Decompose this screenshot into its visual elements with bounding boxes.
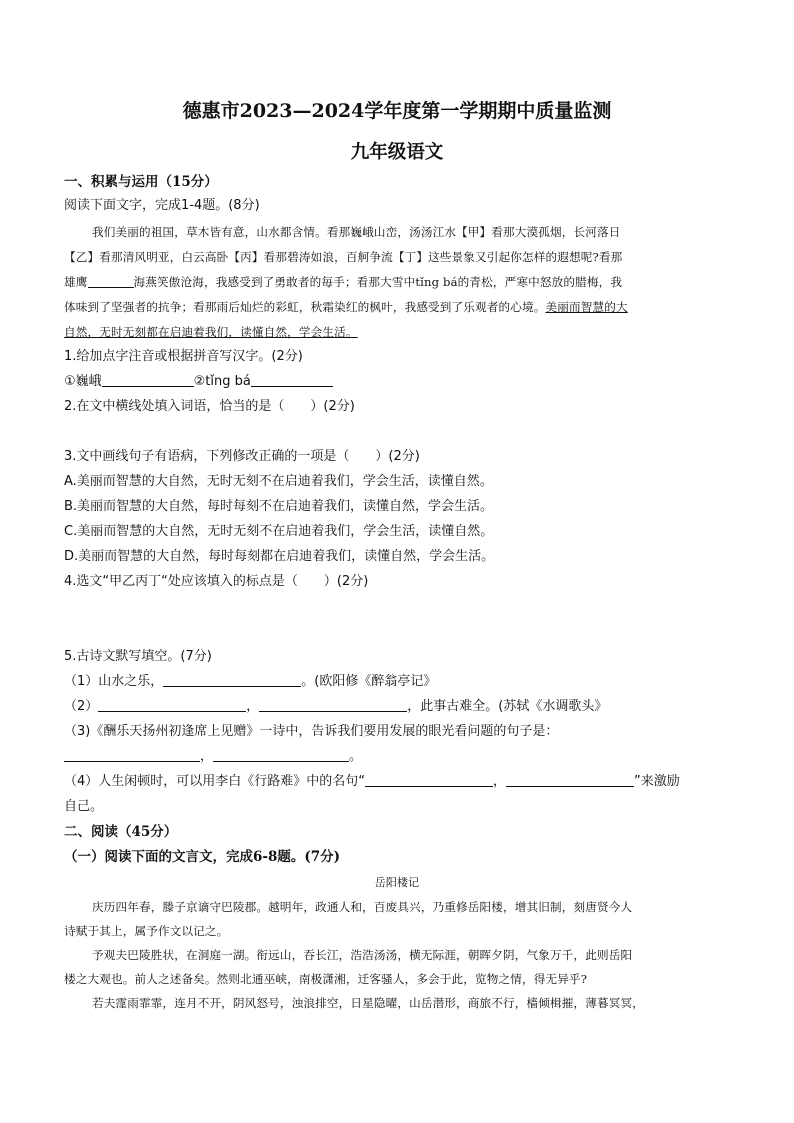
question-1: 1.给加点字注音或根据拼音写汉字。(2分) bbox=[64, 349, 303, 364]
exam-subtitle: 九年级语文 bbox=[350, 142, 444, 163]
q5-item-2 bbox=[64, 698, 734, 716]
question-5: 5.古诗文默写填空。(7分) bbox=[64, 649, 212, 664]
passage-line-4 bbox=[64, 298, 734, 316]
q5-item-3-blanks bbox=[64, 748, 734, 766]
question-2: 2.在文中横线处填入词语，恰当的是（ ）(2分) bbox=[64, 399, 355, 414]
essay-line-2: 诗赋于其上，属予作文以记之。 bbox=[64, 924, 229, 938]
q5-2-blank-b[interactable] bbox=[259, 698, 407, 712]
passage-line-2: 【乙】看那清风明亚，白云高卧【丙】看那碧涛如浪，百舸争流【丁】这些景象又引起你怎样的遐想呢?看那 bbox=[64, 250, 623, 264]
essay-line-1: 庆历四年春，滕子京谪守巴陵郡。越明年，政通人和，百废具兴，乃重修岳阳楼，增其旧制，刻唐贤今人 bbox=[92, 900, 633, 914]
reading-intro: 阅读下面文字，完成1-4题。(8分) bbox=[64, 198, 260, 213]
passage-line-3-rest: 海燕笑傲沧海，我感受到了勇敢者的毎手；看那大雪中tǐng bá的青松，严寒中怒放的腊梅，我 bbox=[133, 275, 623, 289]
underlined-sentence-part2: 自然，无时无刻都在启迪着我们，读懂自然，学会生活。 bbox=[64, 325, 358, 339]
q5-4-comma: ， bbox=[493, 774, 507, 789]
underlined-sentence-part1: 美丽而智慧的大 bbox=[545, 300, 628, 314]
exam-title: 德惠市2023—2024学年度第一学期期中质量监测 bbox=[182, 100, 612, 122]
essay-line-4: 楼之大观也。前人之述备矣。然则北通巫峡，南极潇湘，迁客骚人，多会于此，览物之情，得无异乎? bbox=[64, 972, 588, 986]
q5-2-prefix: （2） bbox=[64, 699, 99, 714]
q5-3-period: 。 bbox=[349, 749, 363, 764]
fill-blank-q2 bbox=[88, 274, 134, 288]
passage-line-4-text: 体味到了坚强者的抗争；看那雨后灿烂的彩虹，秋霜染红的枫叶，我感受到了乐观者的心境。 bbox=[64, 300, 546, 314]
section-1-heading: 一、积累与运用（15分） bbox=[64, 174, 218, 190]
q5-3-blank-b[interactable] bbox=[213, 748, 349, 762]
q5-3-comma: ， bbox=[200, 749, 214, 764]
question-4: 4.选文“甲乙丙丁“处应该填入的标点是（ ）(2分) bbox=[64, 574, 369, 589]
q5-1-blank[interactable] bbox=[163, 673, 301, 687]
question-3: 3.文中画线句子有语病，下列修改正确的一项是（ ）(2分) bbox=[64, 449, 420, 464]
q1-blank-a[interactable] bbox=[102, 373, 194, 387]
q1-item-b: ②tǐng bá bbox=[193, 374, 251, 389]
essay-line-3: 予观夫巴陵胜状，在洞庭一湖。衔远山，吞长江，浩浩汤汤，横无际涯，朝晖夕阴，气象万千，此则岳阳 bbox=[92, 948, 633, 962]
q5-item-1 bbox=[64, 673, 734, 691]
q1-blank-b[interactable] bbox=[251, 373, 333, 387]
q5-2-comma: ， bbox=[246, 699, 260, 714]
passage-line-5 bbox=[64, 323, 734, 341]
q5-4-suffix: ”来激励 bbox=[634, 774, 680, 789]
q5-item-3: （3)《酬乐天扬州初逢席上见赠》一诗中，告诉我们要用发展的眼光看问题的句子是： bbox=[64, 724, 559, 739]
q5-4-blank-a[interactable] bbox=[365, 773, 493, 787]
question-1-items bbox=[64, 373, 734, 391]
q5-4-blank-b[interactable] bbox=[506, 773, 634, 787]
q5-4-prefix: （4）人生闲顿时，可以用李白《行路难》中的名句“ bbox=[64, 774, 366, 789]
q5-1-prefix: （1）山水之乐， bbox=[64, 674, 164, 689]
q3-option-c[interactable]: C.美丽而智慧的大自然，无时无刻不在启迪着我们，学会生活，读懂自然。 bbox=[64, 524, 494, 539]
q1-item-a: ①巍峨 bbox=[64, 374, 102, 389]
section-2-heading: 二、阅读（45分） bbox=[64, 824, 178, 840]
essay-line-5: 若夫霪雨霏霏，连月不开，阴风怒号，浊浪排空，日星隐曜，山岳潜形，商旅不行，樯倾楫摧，薄暮冥冥， bbox=[92, 996, 644, 1010]
q5-item-4 bbox=[64, 773, 734, 791]
q5-2-blank-a[interactable] bbox=[98, 698, 246, 712]
q5-1-source: 。(欧阳修《醉翁亭记》 bbox=[301, 674, 437, 689]
subsection-1-heading: （一）阅读下面的文言文，完成6-8题。(7分) bbox=[64, 849, 341, 865]
q3-option-b[interactable]: B.美丽而智慧的大自然，每时每刻不在启迪着我们，读懂自然，学会生活。 bbox=[64, 499, 494, 514]
q5-item-4-end: 自己。 bbox=[64, 799, 104, 814]
q3-option-a[interactable]: A.美丽而智慧的大自然，无时无刻不在启迪着我们，学会生活，读懂自然。 bbox=[64, 474, 493, 489]
passage-line-1: 我们美丽的祖国，草木皆有意，山水都含情。看那巍峨山峦，汤汤江水【甲】看那大漠孤烟，长河落日 bbox=[92, 225, 621, 239]
passage-word-eagle: 雄鹰 bbox=[64, 275, 88, 289]
q5-3-blank-a[interactable] bbox=[64, 748, 200, 762]
passage-line-3 bbox=[64, 273, 734, 291]
q3-option-d[interactable]: D.美丽而智慧的大自然，每时每刻都在启迪着我们，读懂自然，学会生活。 bbox=[64, 549, 495, 564]
essay-title: 岳阳楼记 bbox=[374, 876, 420, 889]
q5-2-source: ，此事古难全。(苏轼《水调歌头》 bbox=[407, 699, 608, 714]
